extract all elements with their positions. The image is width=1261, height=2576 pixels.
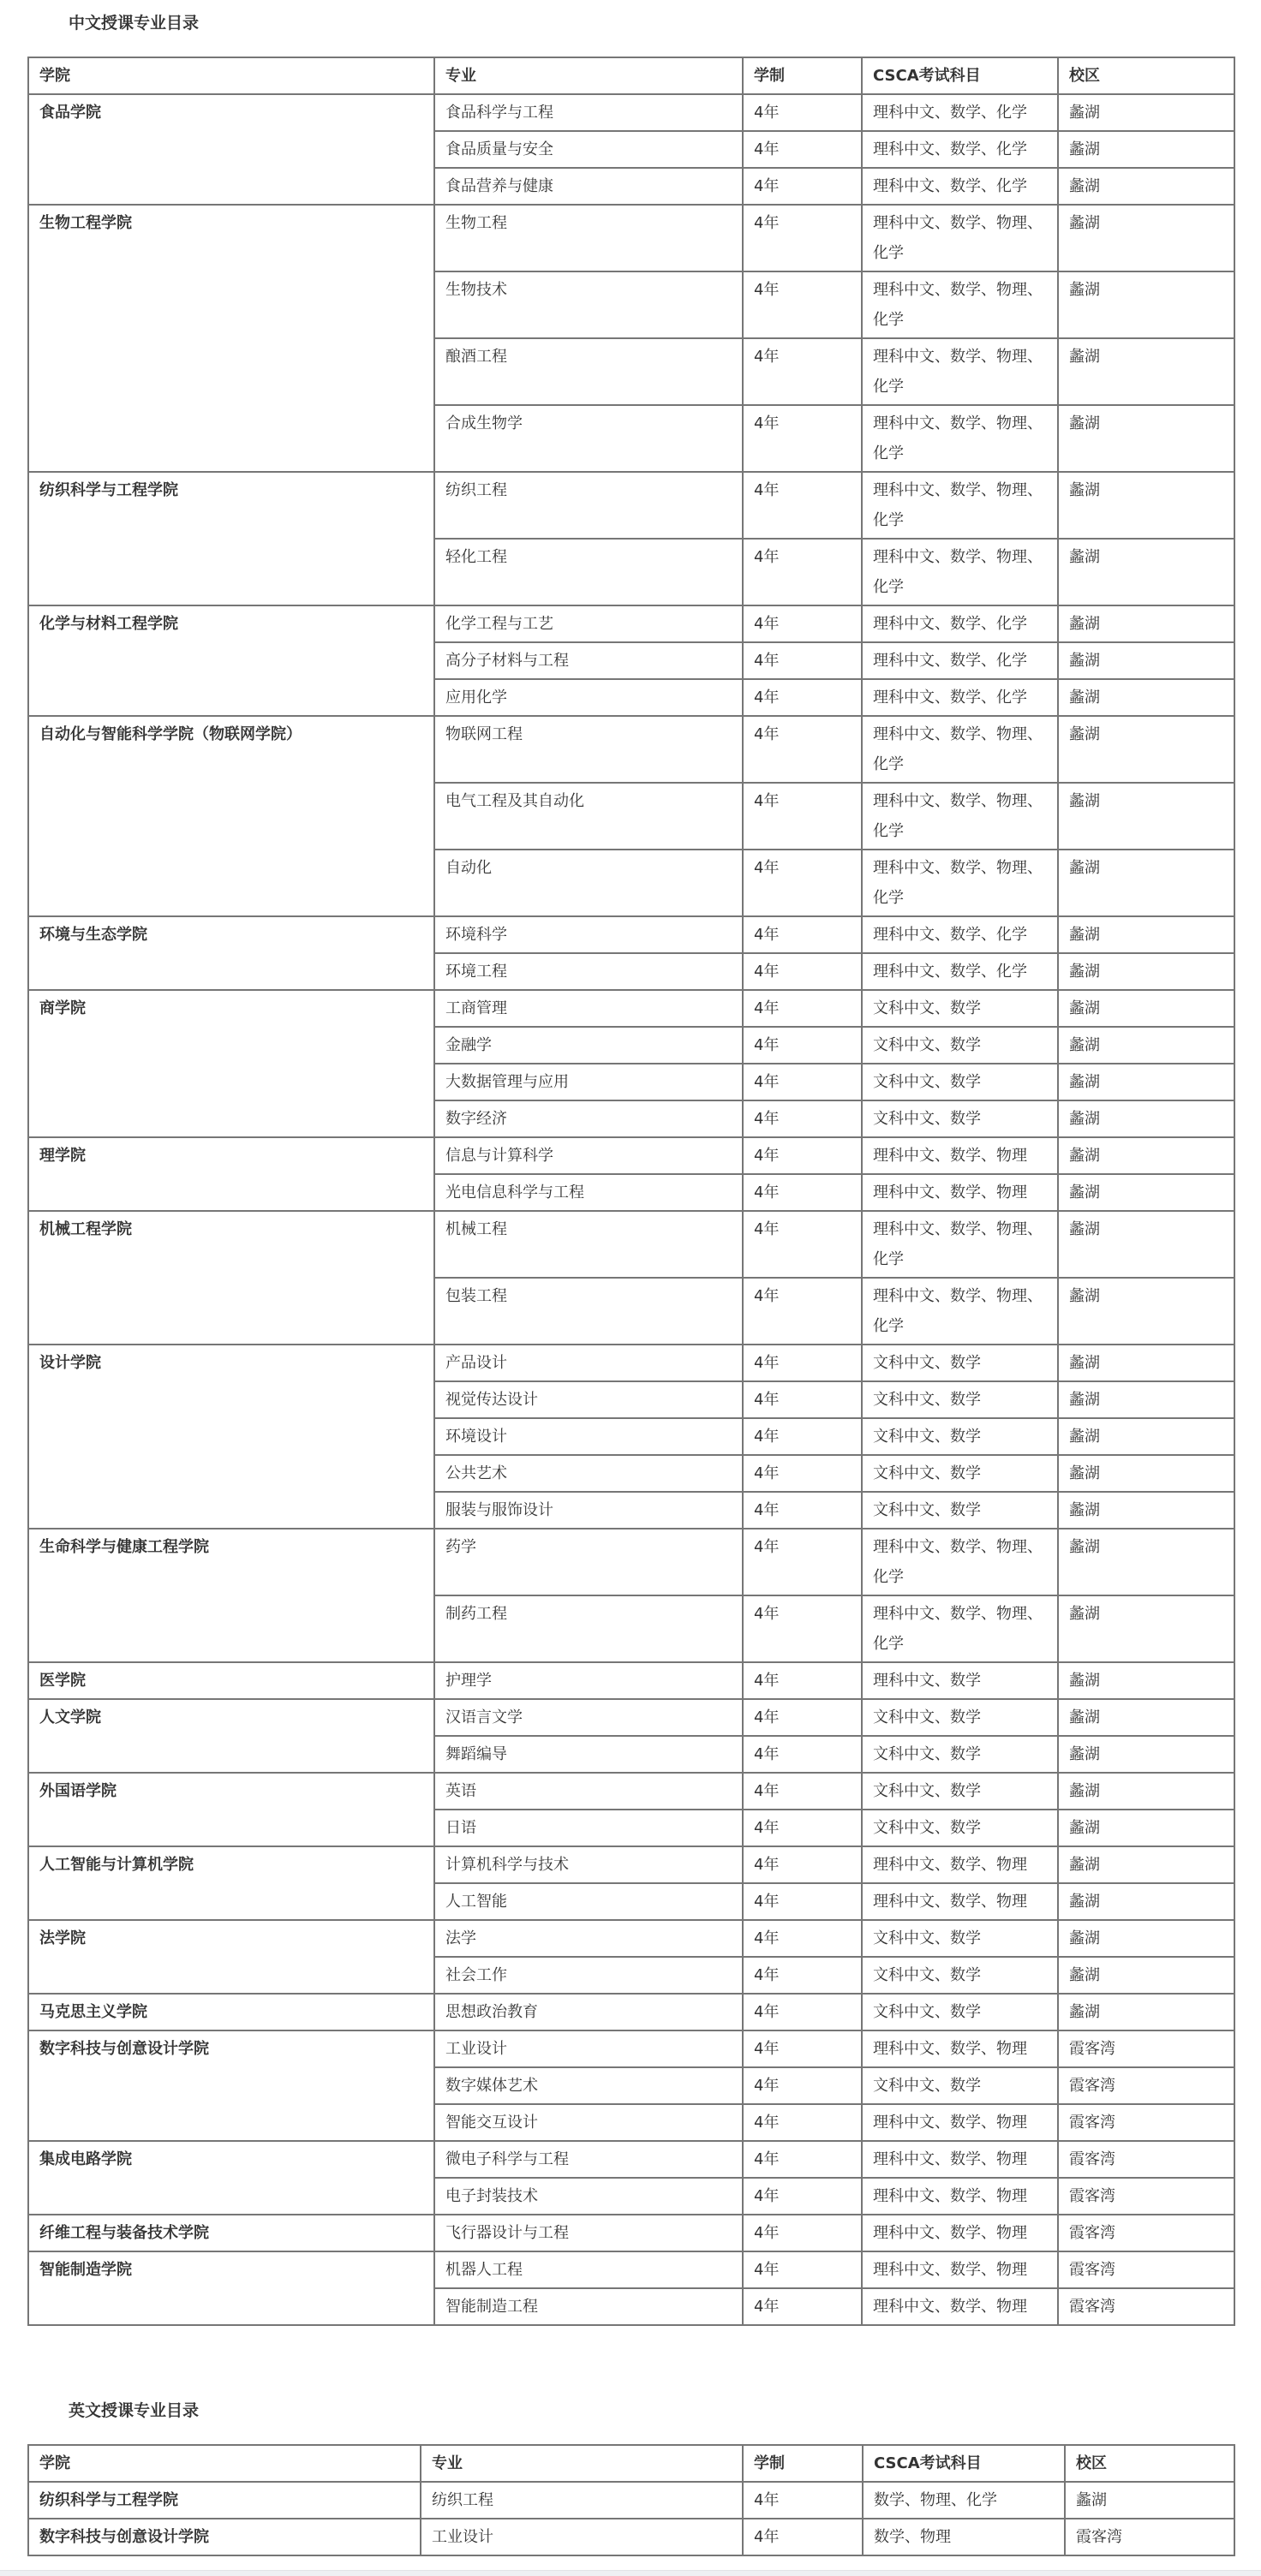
duration-cell: 4年 (743, 1278, 862, 1345)
subjects-cell: 理科中文、数学、化学 (862, 94, 1058, 131)
campus-cell: 蠡湖 (1058, 1994, 1234, 2030)
major-cell: 环境工程 (434, 953, 743, 990)
table-row (28, 1994, 1234, 2030)
campus-cell: 霞客湾 (1058, 2067, 1234, 2104)
col-header-major: 专业 (434, 57, 743, 94)
campus-cell: 蠡湖 (1058, 1773, 1234, 1810)
col-header-subjects: CSCA考试科目 (862, 57, 1058, 94)
major-cell: 智能制造工程 (434, 2288, 743, 2325)
en-catalog-table (27, 2444, 1235, 2556)
campus-cell: 霞客湾 (1058, 2215, 1234, 2251)
campus-cell: 蠡湖 (1058, 1699, 1234, 1736)
subjects-cell: 理科中文、数学、物理、化学 (862, 271, 1058, 338)
duration-cell: 4年 (743, 1883, 862, 1920)
duration-cell: 4年 (743, 1595, 862, 1662)
bottom-divider (0, 2570, 1261, 2576)
subjects-cell: 文科中文、数学 (862, 1381, 1058, 1418)
subjects-cell: 理科中文、数学、物理 (862, 2030, 1058, 2067)
major-cell: 光电信息科学与工程 (434, 1174, 743, 1211)
subjects-cell: 文科中文、数学 (862, 1773, 1058, 1810)
table-row (28, 716, 1234, 783)
campus-cell: 蠡湖 (1058, 205, 1234, 271)
duration-cell: 4年 (743, 2104, 862, 2141)
major-cell: 药学 (434, 1529, 743, 1595)
campus-cell: 蠡湖 (1058, 1595, 1234, 1662)
header-row (28, 57, 1234, 94)
college-cell: 纺织科学与工程学院 (28, 2482, 421, 2519)
table-row (28, 1529, 1234, 1595)
subjects-cell: 理科中文、数学、物理、化学 (862, 539, 1058, 605)
subjects-cell: 文科中文、数学 (862, 1100, 1058, 1137)
duration-cell: 4年 (743, 2141, 862, 2178)
duration-cell: 4年 (743, 1211, 862, 1278)
subjects-cell: 文科中文、数学 (862, 1810, 1058, 1846)
campus-cell: 霞客湾 (1058, 2141, 1234, 2178)
college-cell: 外国语学院 (28, 1773, 434, 1846)
major-cell: 自动化 (434, 850, 743, 916)
subjects-cell: 理科中文、数学、物理、化学 (862, 205, 1058, 271)
table-row (28, 1920, 1234, 1957)
major-cell: 社会工作 (434, 1957, 743, 1994)
duration-cell: 4年 (743, 850, 862, 916)
campus-cell: 蠡湖 (1058, 916, 1234, 953)
campus-cell: 蠡湖 (1058, 1920, 1234, 1957)
major-cell: 纺织工程 (434, 472, 743, 539)
subjects-cell: 理科中文、数学、化学 (862, 605, 1058, 642)
major-cell: 生物技术 (434, 271, 743, 338)
duration-cell: 4年 (743, 1699, 862, 1736)
campus-cell: 蠡湖 (1058, 679, 1234, 716)
duration-cell: 4年 (743, 1345, 862, 1381)
duration-cell: 4年 (743, 1174, 862, 1211)
major-cell: 数字媒体艺术 (434, 2067, 743, 2104)
duration-cell: 4年 (743, 953, 862, 990)
campus-cell: 蠡湖 (1058, 1027, 1234, 1064)
table-row (28, 2030, 1234, 2067)
college-cell: 马克思主义学院 (28, 1994, 434, 2030)
duration-cell: 4年 (743, 539, 862, 605)
major-cell: 工业设计 (421, 2519, 743, 2555)
major-cell: 电子封装技术 (434, 2178, 743, 2215)
major-cell: 日语 (434, 1810, 743, 1846)
major-cell: 人工智能 (434, 1883, 743, 1920)
major-cell: 食品科学与工程 (434, 94, 743, 131)
subjects-cell: 理科中文、数学、物理、化学 (862, 783, 1058, 850)
college-cell: 纤维工程与装备技术学院 (28, 2215, 434, 2251)
campus-cell: 蠡湖 (1058, 642, 1234, 679)
college-cell: 生命科学与健康工程学院 (28, 1529, 434, 1662)
duration-cell: 4年 (743, 2067, 862, 2104)
duration-cell: 4年 (743, 271, 862, 338)
col-header-duration: 学制 (743, 2445, 863, 2482)
college-cell: 集成电路学院 (28, 2141, 434, 2215)
subjects-cell: 理科中文、数学、化学 (862, 953, 1058, 990)
subjects-cell: 理科中文、数学、物理、化学 (862, 1278, 1058, 1345)
subjects-cell: 理科中文、数学、物理 (862, 1137, 1058, 1174)
header-row (28, 2445, 1234, 2482)
table-row (28, 2519, 1234, 2555)
campus-cell: 蠡湖 (1058, 1846, 1234, 1883)
subjects-cell: 数学、物理、化学 (863, 2482, 1065, 2519)
campus-cell: 蠡湖 (1058, 1345, 1234, 1381)
subjects-cell: 文科中文、数学 (862, 1699, 1058, 1736)
duration-cell: 4年 (743, 205, 862, 271)
campus-cell: 蠡湖 (1058, 131, 1234, 168)
major-cell: 视觉传达设计 (434, 1381, 743, 1418)
subjects-cell: 理科中文、数学、化学 (862, 642, 1058, 679)
major-cell: 汉语言文学 (434, 1699, 743, 1736)
major-cell: 服装与服饰设计 (434, 1492, 743, 1529)
subjects-cell: 文科中文、数学 (862, 1418, 1058, 1455)
subjects-cell: 理科中文、数学、物理、化学 (862, 1595, 1058, 1662)
major-cell: 环境科学 (434, 916, 743, 953)
table-row (28, 205, 1234, 271)
table-row (28, 916, 1234, 953)
campus-cell: 霞客湾 (1058, 2251, 1234, 2288)
major-cell: 纺织工程 (421, 2482, 743, 2519)
subjects-cell: 文科中文、数学 (862, 1027, 1058, 1064)
campus-cell: 蠡湖 (1058, 1064, 1234, 1100)
table-row (28, 990, 1234, 1027)
duration-cell: 4年 (743, 2482, 863, 2519)
campus-cell: 霞客湾 (1058, 2288, 1234, 2325)
duration-cell: 4年 (743, 2030, 862, 2067)
subjects-cell: 文科中文、数学 (862, 990, 1058, 1027)
duration-cell: 4年 (743, 1529, 862, 1595)
major-cell: 英语 (434, 1773, 743, 1810)
duration-cell: 4年 (743, 605, 862, 642)
major-cell: 物联网工程 (434, 716, 743, 783)
duration-cell: 4年 (743, 1957, 862, 1994)
duration-cell: 4年 (743, 2251, 862, 2288)
college-cell: 环境与生态学院 (28, 916, 434, 990)
subjects-cell: 理科中文、数学、物理、化学 (862, 472, 1058, 539)
campus-cell: 蠡湖 (1058, 1174, 1234, 1211)
col-header-college: 学院 (28, 57, 434, 94)
subjects-cell: 理科中文、数学、物理 (862, 2178, 1058, 2215)
major-cell: 轻化工程 (434, 539, 743, 605)
duration-cell: 4年 (743, 1455, 862, 1492)
duration-cell: 4年 (743, 642, 862, 679)
campus-cell: 蠡湖 (1058, 1662, 1234, 1699)
subjects-cell: 理科中文、数学、物理 (862, 2215, 1058, 2251)
subjects-cell: 理科中文、数学、化学 (862, 916, 1058, 953)
major-cell: 工商管理 (434, 990, 743, 1027)
subjects-cell: 理科中文、数学、物理 (862, 1174, 1058, 1211)
subjects-cell: 文科中文、数学 (862, 1736, 1058, 1773)
campus-cell: 蠡湖 (1058, 1418, 1234, 1455)
campus-cell: 霞客湾 (1058, 2178, 1234, 2215)
table-row (28, 94, 1234, 131)
college-cell: 自动化与智能科学学院（物联网学院） (28, 716, 434, 916)
campus-cell: 霞客湾 (1065, 2519, 1234, 2555)
duration-cell: 4年 (743, 1846, 862, 1883)
major-cell: 舞蹈编导 (434, 1736, 743, 1773)
duration-cell: 4年 (743, 131, 862, 168)
college-cell: 法学院 (28, 1920, 434, 1994)
table-row (28, 1773, 1234, 1810)
subjects-cell: 理科中文、数学、物理、化学 (862, 850, 1058, 916)
table-row (28, 605, 1234, 642)
subjects-cell: 理科中文、数学、物理、化学 (862, 716, 1058, 783)
campus-cell: 蠡湖 (1058, 1883, 1234, 1920)
campus-cell: 蠡湖 (1058, 539, 1234, 605)
campus-cell: 蠡湖 (1058, 1137, 1234, 1174)
campus-cell: 蠡湖 (1058, 338, 1234, 405)
major-cell: 信息与计算科学 (434, 1137, 743, 1174)
subjects-cell: 理科中文、数学、物理 (862, 1883, 1058, 1920)
college-cell: 食品学院 (28, 94, 434, 205)
subjects-cell: 理科中文、数学、物理、化学 (862, 1211, 1058, 1278)
table-row (28, 1211, 1234, 1278)
campus-cell: 蠡湖 (1058, 1100, 1234, 1137)
campus-cell: 蠡湖 (1058, 168, 1234, 205)
college-cell: 纺织科学与工程学院 (28, 472, 434, 605)
major-cell: 化学工程与工艺 (434, 605, 743, 642)
duration-cell: 4年 (743, 2178, 862, 2215)
table-row (28, 2482, 1234, 2519)
major-cell: 合成生物学 (434, 405, 743, 472)
subjects-cell: 文科中文、数学 (862, 1492, 1058, 1529)
college-cell: 生物工程学院 (28, 205, 434, 472)
college-cell: 数字科技与创意设计学院 (28, 2519, 421, 2555)
duration-cell: 4年 (743, 2288, 862, 2325)
campus-cell: 蠡湖 (1058, 990, 1234, 1027)
subjects-cell: 理科中文、数学、物理 (862, 2141, 1058, 2178)
subjects-cell: 理科中文、数学、物理、化学 (862, 1529, 1058, 1595)
duration-cell: 4年 (743, 472, 862, 539)
major-cell: 产品设计 (434, 1345, 743, 1381)
table-row (28, 2215, 1234, 2251)
subjects-cell: 理科中文、数学、物理 (862, 2288, 1058, 2325)
campus-cell: 蠡湖 (1058, 1492, 1234, 1529)
duration-cell: 4年 (743, 716, 862, 783)
college-cell: 机械工程学院 (28, 1211, 434, 1345)
col-header-subjects: CSCA考试科目 (863, 2445, 1065, 2482)
major-cell: 法学 (434, 1920, 743, 1957)
subjects-cell: 理科中文、数学、物理、化学 (862, 405, 1058, 472)
major-cell: 机器人工程 (434, 2251, 743, 2288)
table-row (28, 2251, 1234, 2288)
campus-cell: 蠡湖 (1058, 1278, 1234, 1345)
duration-cell: 4年 (743, 1064, 862, 1100)
subjects-cell: 理科中文、数学、化学 (862, 131, 1058, 168)
subjects-cell: 文科中文、数学 (862, 2067, 1058, 2104)
subjects-cell: 文科中文、数学 (862, 1994, 1058, 2030)
college-cell: 人工智能与计算机学院 (28, 1846, 434, 1920)
campus-cell: 蠡湖 (1058, 1529, 1234, 1595)
col-header-campus: 校区 (1058, 57, 1234, 94)
table-row (28, 1137, 1234, 1174)
campus-cell: 蠡湖 (1058, 1455, 1234, 1492)
subjects-cell: 数学、物理 (863, 2519, 1065, 2555)
major-cell: 环境设计 (434, 1418, 743, 1455)
major-cell: 大数据管理与应用 (434, 1064, 743, 1100)
major-cell: 酿酒工程 (434, 338, 743, 405)
major-cell: 公共艺术 (434, 1455, 743, 1492)
duration-cell: 4年 (743, 1920, 862, 1957)
college-cell: 人文学院 (28, 1699, 434, 1773)
duration-cell: 4年 (743, 1027, 862, 1064)
subjects-cell: 理科中文、数学、物理 (862, 2251, 1058, 2288)
table-row (28, 1846, 1234, 1883)
major-cell: 应用化学 (434, 679, 743, 716)
subjects-cell: 理科中文、数学、化学 (862, 679, 1058, 716)
table-row (28, 2141, 1234, 2178)
subjects-cell: 理科中文、数学、物理、化学 (862, 338, 1058, 405)
major-cell: 食品营养与健康 (434, 168, 743, 205)
table-row (28, 472, 1234, 539)
major-cell: 智能交互设计 (434, 2104, 743, 2141)
major-cell: 数字经济 (434, 1100, 743, 1137)
college-cell: 医学院 (28, 1662, 434, 1699)
major-cell: 食品质量与安全 (434, 131, 743, 168)
duration-cell: 4年 (743, 1100, 862, 1137)
duration-cell: 4年 (743, 338, 862, 405)
major-cell: 包装工程 (434, 1278, 743, 1345)
campus-cell: 蠡湖 (1058, 1211, 1234, 1278)
major-cell: 微电子科学与工程 (434, 2141, 743, 2178)
cn-catalog-table (27, 57, 1235, 2326)
major-cell: 护理学 (434, 1662, 743, 1699)
duration-cell: 4年 (743, 1736, 862, 1773)
col-header-college: 学院 (28, 2445, 421, 2482)
campus-cell: 霞客湾 (1058, 2030, 1234, 2067)
subjects-cell: 理科中文、数学、物理 (862, 1846, 1058, 1883)
campus-cell: 蠡湖 (1058, 1957, 1234, 1994)
major-cell: 电气工程及其自动化 (434, 783, 743, 850)
campus-cell: 蠡湖 (1058, 783, 1234, 850)
duration-cell: 4年 (743, 2519, 863, 2555)
duration-cell: 4年 (743, 990, 862, 1027)
subjects-cell: 文科中文、数学 (862, 1345, 1058, 1381)
campus-cell: 蠡湖 (1058, 1381, 1234, 1418)
subjects-cell: 理科中文、数学 (862, 1662, 1058, 1699)
col-header-duration: 学制 (743, 57, 862, 94)
subjects-cell: 文科中文、数学 (862, 1957, 1058, 1994)
college-cell: 数字科技与创意设计学院 (28, 2030, 434, 2141)
duration-cell: 4年 (743, 1492, 862, 1529)
subjects-cell: 文科中文、数学 (862, 1920, 1058, 1957)
campus-cell: 蠡湖 (1058, 953, 1234, 990)
table-row (28, 1345, 1234, 1381)
campus-cell: 蠡湖 (1058, 605, 1234, 642)
major-cell: 生物工程 (434, 205, 743, 271)
campus-cell: 蠡湖 (1058, 1810, 1234, 1846)
major-cell: 高分子材料与工程 (434, 642, 743, 679)
duration-cell: 4年 (743, 1773, 862, 1810)
col-header-major: 专业 (421, 2445, 743, 2482)
col-header-campus: 校区 (1065, 2445, 1234, 2482)
campus-cell: 蠡湖 (1058, 94, 1234, 131)
duration-cell: 4年 (743, 94, 862, 131)
duration-cell: 4年 (743, 783, 862, 850)
college-cell: 理学院 (28, 1137, 434, 1211)
duration-cell: 4年 (743, 2215, 862, 2251)
campus-cell: 霞客湾 (1058, 2104, 1234, 2141)
en-catalog-title: 英文授课专业目录 (69, 2401, 200, 2420)
major-cell: 制药工程 (434, 1595, 743, 1662)
duration-cell: 4年 (743, 1137, 862, 1174)
table-row (28, 1699, 1234, 1736)
cn-catalog-title: 中文授课专业目录 (69, 14, 200, 33)
major-cell: 机械工程 (434, 1211, 743, 1278)
duration-cell: 4年 (743, 1810, 862, 1846)
subjects-cell: 理科中文、数学、化学 (862, 168, 1058, 205)
duration-cell: 4年 (743, 168, 862, 205)
major-cell: 工业设计 (434, 2030, 743, 2067)
subjects-cell: 文科中文、数学 (862, 1064, 1058, 1100)
college-cell: 设计学院 (28, 1345, 434, 1529)
duration-cell: 4年 (743, 916, 862, 953)
campus-cell: 蠡湖 (1058, 271, 1234, 338)
campus-cell: 蠡湖 (1058, 405, 1234, 472)
major-cell: 思想政治教育 (434, 1994, 743, 2030)
campus-cell: 蠡湖 (1058, 472, 1234, 539)
duration-cell: 4年 (743, 1994, 862, 2030)
duration-cell: 4年 (743, 1418, 862, 1455)
subjects-cell: 文科中文、数学 (862, 1455, 1058, 1492)
duration-cell: 4年 (743, 1381, 862, 1418)
table-row (28, 1662, 1234, 1699)
duration-cell: 4年 (743, 679, 862, 716)
campus-cell: 蠡湖 (1058, 1736, 1234, 1773)
subjects-cell: 理科中文、数学、物理 (862, 2104, 1058, 2141)
campus-cell: 蠡湖 (1058, 716, 1234, 783)
duration-cell: 4年 (743, 1662, 862, 1699)
campus-cell: 蠡湖 (1058, 850, 1234, 916)
duration-cell: 4年 (743, 405, 862, 472)
major-cell: 飞行器设计与工程 (434, 2215, 743, 2251)
campus-cell: 蠡湖 (1065, 2482, 1234, 2519)
major-cell: 金融学 (434, 1027, 743, 1064)
major-cell: 计算机科学与技术 (434, 1846, 743, 1883)
college-cell: 商学院 (28, 990, 434, 1137)
college-cell: 化学与材料工程学院 (28, 605, 434, 716)
college-cell: 智能制造学院 (28, 2251, 434, 2325)
